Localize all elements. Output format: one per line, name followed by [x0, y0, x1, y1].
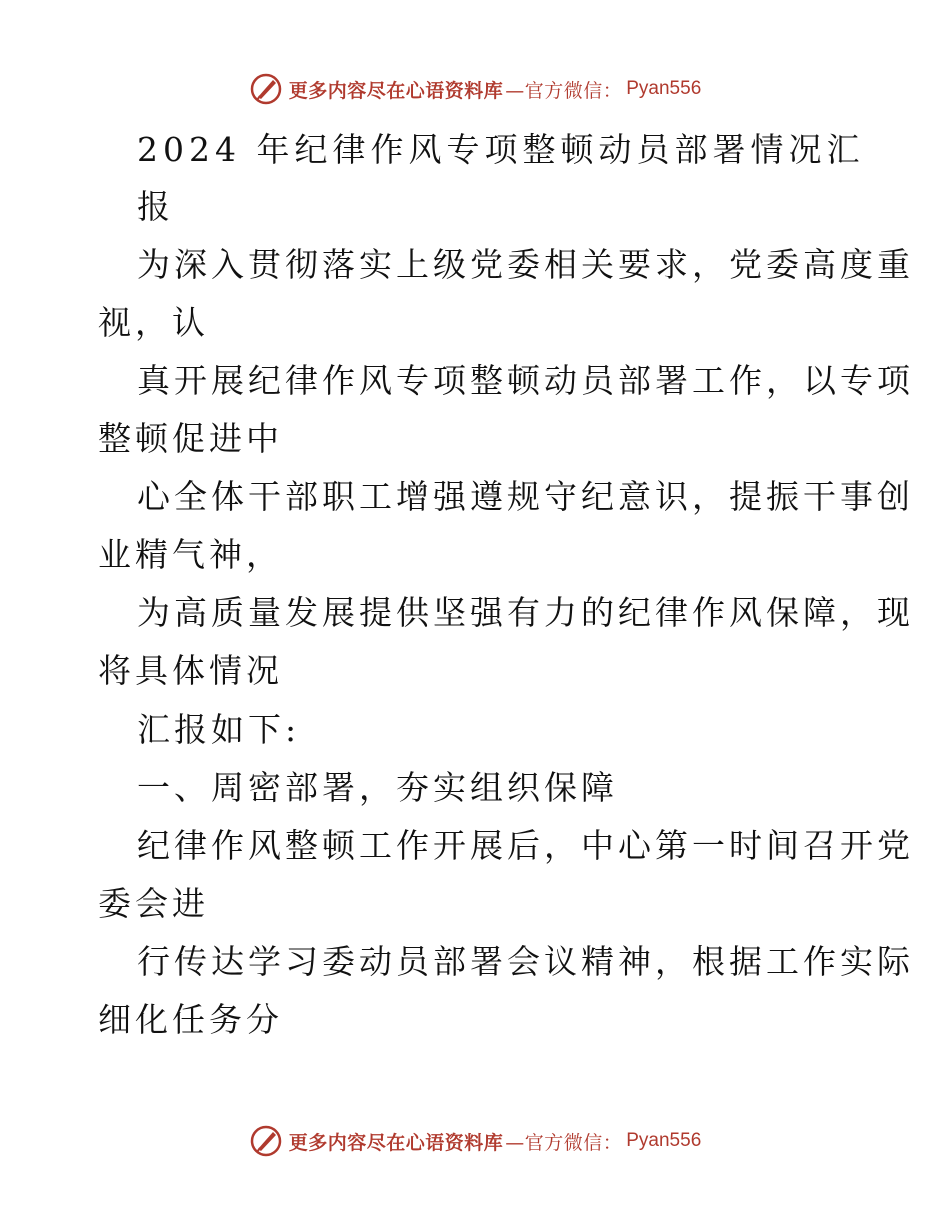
watermark-text: 更多内容尽在心语资料库	[288, 1131, 504, 1154]
paragraph-line: 心全体干部职工增强遵规守纪意识，提振干事创	[137, 477, 914, 516]
paragraph-line: 委会进	[98, 884, 209, 923]
paragraph-line: 细化任务分	[98, 1000, 283, 1039]
paragraph-line: 将具体情况	[98, 651, 283, 690]
watermark-text: 更多内容尽在心语资料库	[288, 79, 504, 102]
paragraph-line: 真开展纪律作风专项整顿动员部署工作，以专项	[137, 361, 914, 400]
document-title-line-2: 报	[137, 187, 174, 226]
watermark-wechat-id: Pyan556	[626, 1130, 702, 1151]
watermark-wechat-id: Pyan556	[626, 78, 702, 99]
quill-logo-icon	[249, 72, 283, 106]
paragraph-line: 行传达学习委动员部署会议精神，根据工作实际	[137, 942, 914, 981]
paragraph-line: 整顿促进中	[98, 419, 283, 458]
document-title-line-1: 2024 年纪律作风专项整顿动员部署情况汇	[137, 130, 865, 169]
header-watermark	[0, 72, 950, 106]
paragraph-line: 汇报如下:	[137, 710, 301, 749]
paragraph-line: 为深入贯彻落实上级党委相关要求，党委高度重	[137, 245, 914, 284]
paragraph-line: 为高质量发展提供坚强有力的纪律作风保障，现	[137, 593, 914, 632]
paragraph-line: 纪律作风整顿工作开展后，中心第一时间召开党	[137, 826, 914, 865]
quill-logo-icon	[249, 1124, 283, 1158]
paragraph-line: 业精气神，	[98, 535, 283, 574]
section-heading: 一、周密部署，夯实组织保障	[137, 768, 618, 807]
watermark-separator: —官方微信：	[505, 1131, 623, 1154]
footer-watermark	[0, 1124, 950, 1158]
watermark-separator: —官方微信：	[505, 79, 623, 102]
paragraph-line: 视，认	[98, 303, 209, 342]
